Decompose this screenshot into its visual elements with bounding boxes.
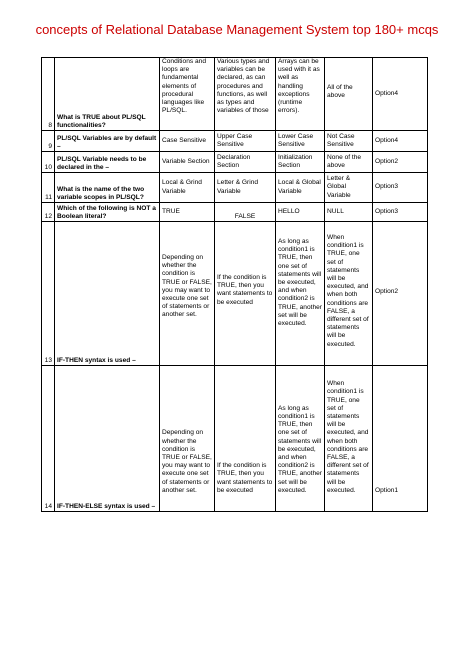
table-row bbox=[42, 222, 428, 366]
option-a-cell: Case Sensitive bbox=[160, 131, 215, 152]
option-a-cell: Local & Grind Variable bbox=[160, 173, 215, 203]
answer-cell: Option4 bbox=[373, 58, 428, 131]
answer-cell: Option3 bbox=[373, 203, 428, 222]
table-row bbox=[42, 58, 428, 131]
option-b-cell: Letter & Grind Variable bbox=[215, 173, 276, 203]
option-d-cell: Not Case Sensitive bbox=[325, 131, 373, 152]
answer-cell: Option2 bbox=[373, 222, 428, 366]
question-cell: IF-THEN-ELSE syntax is used – bbox=[55, 366, 160, 512]
row-number: 8 bbox=[42, 58, 55, 131]
question-cell: PL/SQL Variable needs to be declared in the – bbox=[55, 152, 160, 173]
option-c-cell: As long as condition1 is TRUE, then one set of statements will be executed, and when condition2 is TRUE, another set will be executed. bbox=[276, 222, 325, 366]
page-title: concepts of Relational Database Management System top 180+ mcqs bbox=[35, 22, 439, 37]
row-number: 12 bbox=[42, 203, 55, 222]
option-d-cell: When condition1 is TRUE, one set of statements will be executed, and when both conditions are FALSE, a different set of statements will be executed. bbox=[325, 222, 373, 366]
option-d-cell: All of the above bbox=[325, 58, 373, 131]
question-cell: What is the name of the two variable scopes in PL/SQL? bbox=[55, 173, 160, 203]
row-number: 9 bbox=[42, 131, 55, 152]
option-c-cell: Local & Global Variable bbox=[276, 173, 325, 203]
answer-cell: Option1 bbox=[373, 366, 428, 512]
option-c-cell: As long as condition1 is TRUE, then one set of statements will be executed, and when condition2 is TRUE, another set will be executed. bbox=[276, 366, 325, 512]
option-a-cell: Depending on whether the condition is TRUE or FALSE, you may want to execute one set of statements or another set. bbox=[160, 222, 215, 366]
question-cell: PL/SQL Variables are by default – bbox=[55, 131, 160, 152]
option-b-cell: Various types and variables can be declared, as can procedures and functions, as well as types and variables of those bbox=[215, 58, 276, 131]
option-d-cell: NULL bbox=[325, 203, 373, 222]
table-row bbox=[42, 366, 428, 512]
option-b-cell: Upper Case Sensitive bbox=[215, 131, 276, 152]
question-cell: Which of the following is NOT a Boolean literal? bbox=[55, 203, 160, 222]
option-b-cell: FALSE bbox=[215, 203, 276, 222]
table-row bbox=[42, 173, 428, 203]
option-d-cell: When condition1 is TRUE, one set of statements will be executed, and when both conditions are FALSE, a different set of statements will be executed. bbox=[325, 366, 373, 512]
row-number: 11 bbox=[42, 173, 55, 203]
mcq-table bbox=[41, 57, 428, 512]
option-a-cell: Variable Section bbox=[160, 152, 215, 173]
table-row bbox=[42, 203, 428, 222]
option-c-cell: Arrays can be used with it as well as handling exceptions (runtime errors). bbox=[276, 58, 325, 131]
question-cell: What is TRUE about PL/SQL functionalities? bbox=[55, 58, 160, 131]
option-c-cell: HELLO bbox=[276, 203, 325, 222]
option-a-cell: Conditions and loops are fundamental elements of procedural languages like PL/SQL. bbox=[160, 58, 215, 131]
option-b-cell: Declaration Section bbox=[215, 152, 276, 173]
row-number: 13 bbox=[42, 222, 55, 366]
option-c-cell: Initialization Section bbox=[276, 152, 325, 173]
option-d-cell: Letter & Global Variable bbox=[325, 173, 373, 203]
answer-cell: Option2 bbox=[373, 152, 428, 173]
option-a-cell: TRUE bbox=[160, 203, 215, 222]
table-row bbox=[42, 152, 428, 173]
option-b-cell: If the condition is TRUE, then you want statements to be executed bbox=[215, 366, 276, 512]
option-c-cell: Lower Case Sensitive bbox=[276, 131, 325, 152]
option-d-cell: None of the above bbox=[325, 152, 373, 173]
answer-cell: Option3 bbox=[373, 173, 428, 203]
row-number: 10 bbox=[42, 152, 55, 173]
option-b-cell: If the condition is TRUE, then you want statements to be executed bbox=[215, 222, 276, 366]
option-a-cell: Depending on whether the condition is TRUE or FALSE, you may want to execute one set of statements or another set. bbox=[160, 366, 215, 512]
answer-cell: Option4 bbox=[373, 131, 428, 152]
row-number: 14 bbox=[42, 366, 55, 512]
question-cell: IF-THEN syntax is used – bbox=[55, 222, 160, 366]
table-row bbox=[42, 131, 428, 152]
